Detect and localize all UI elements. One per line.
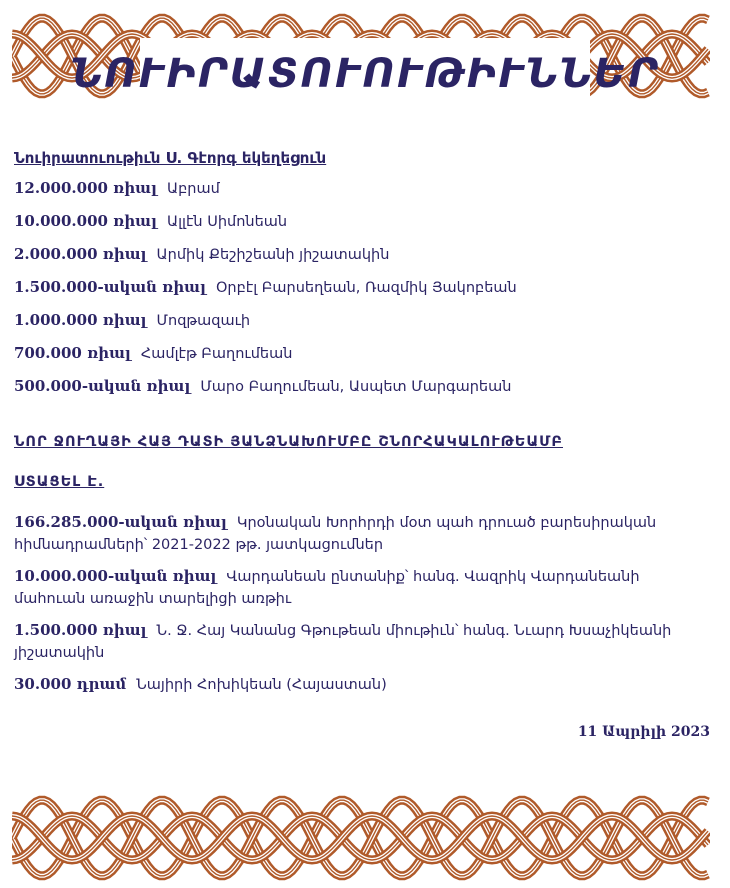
- donation-amount: 700.000 ռիալ: [14, 344, 131, 362]
- donation-row: [14, 177, 714, 200]
- section2-heading: [14, 422, 714, 502]
- donation-amount: 166.285.000-ական ռիալ: [14, 513, 227, 531]
- donation-row: [14, 309, 714, 332]
- donation-row: [14, 342, 714, 365]
- donor-name: Վարդանեան ընտանիք՝ հանգ. Վազրիկ Վարդանեանի մահուան առաջին տարելիցի առթիւ: [14, 569, 640, 607]
- donation-row: [14, 673, 714, 696]
- donation-amount: 10.000.000-ական ռիալ: [14, 567, 217, 585]
- donor-name: Մարօ Բաղումեան, Ասպետ Մարգարեան: [200, 379, 512, 395]
- section1-title: Նուիրատուութիւն Ս. Գէորգ եկեղեցուն: [14, 149, 327, 167]
- donation-amount: 1.500.000-ական ռիալ: [14, 278, 206, 296]
- donation-row: [14, 210, 714, 233]
- donation-amount: 2.000.000 ռիալ: [14, 245, 147, 263]
- main-content: [14, 147, 714, 696]
- donation-row: [14, 565, 714, 610]
- donor-name: Օրբէլ Բարսեղեան, Ռազմիկ Յակոբեան: [215, 280, 517, 296]
- donor-name: Կրօնական Խորհրդի մօտ պահ դրուած բարեսիրական հիմնադրամների՝ 2021-2022 թթ. յատկացումներ: [14, 515, 657, 553]
- donation-amount: 1.000.000 ռիալ: [14, 311, 147, 329]
- publication-date: 11 Ապրիլի 2023: [577, 724, 710, 740]
- donor-name: Համլէթ Բաղումեան: [140, 346, 293, 362]
- donation-row: [14, 276, 714, 299]
- title-box: [70, 38, 660, 110]
- donor-name: Մոզթազաւի: [156, 313, 251, 329]
- knot-pattern-icon: [12, 792, 710, 884]
- donation-row: [14, 511, 714, 556]
- donor-name: Ալլէն Սիմոնեան: [166, 214, 288, 230]
- donation-row: [14, 243, 714, 266]
- donation-amount: 10.000.000 ռիալ: [14, 212, 157, 230]
- page-title: ՆՈՒԻՐԱՏՈՒՈՒԹԻՒՆՆԵՐ: [70, 51, 660, 97]
- donor-name: Ն. Ջ. Հայ Կանանց Գթութեան միութիւն՝ հանգ. Նւարդ Խսաչիկեանի յիշատակին: [14, 623, 672, 661]
- donor-name: Արմիկ Քեշիշեանի յիշատակին: [156, 247, 390, 263]
- donation-amount: 12.000.000 ռիալ: [14, 179, 157, 197]
- donor-name: Նայիրի Հոխիկեան (Հայաստան): [136, 677, 387, 693]
- donation-amount: 1.500.000 ռիալ: [14, 621, 147, 639]
- donation-amount: 30.000 դրամ: [14, 675, 127, 693]
- bottom-ornament-band: [12, 792, 710, 884]
- donation-row: [14, 375, 714, 398]
- donation-amount: 500.000-ական ռիալ: [14, 377, 191, 395]
- donor-name: Աբրամ: [166, 181, 220, 197]
- donation-row: [14, 619, 714, 664]
- section2-title-line2: ՍՏԱՑԵԼ Է.: [14, 474, 105, 490]
- section2-title-line1: ՆՈՐ ՋՈՒՂԱՅԻ ՀԱՅ ԴԱՏԻ ՅԱՆՁՆԱԽՈՒՄԲԸ ՇՆՈՐՀԱԿԱԼՈՒԹԵԱՄԲ: [14, 434, 563, 450]
